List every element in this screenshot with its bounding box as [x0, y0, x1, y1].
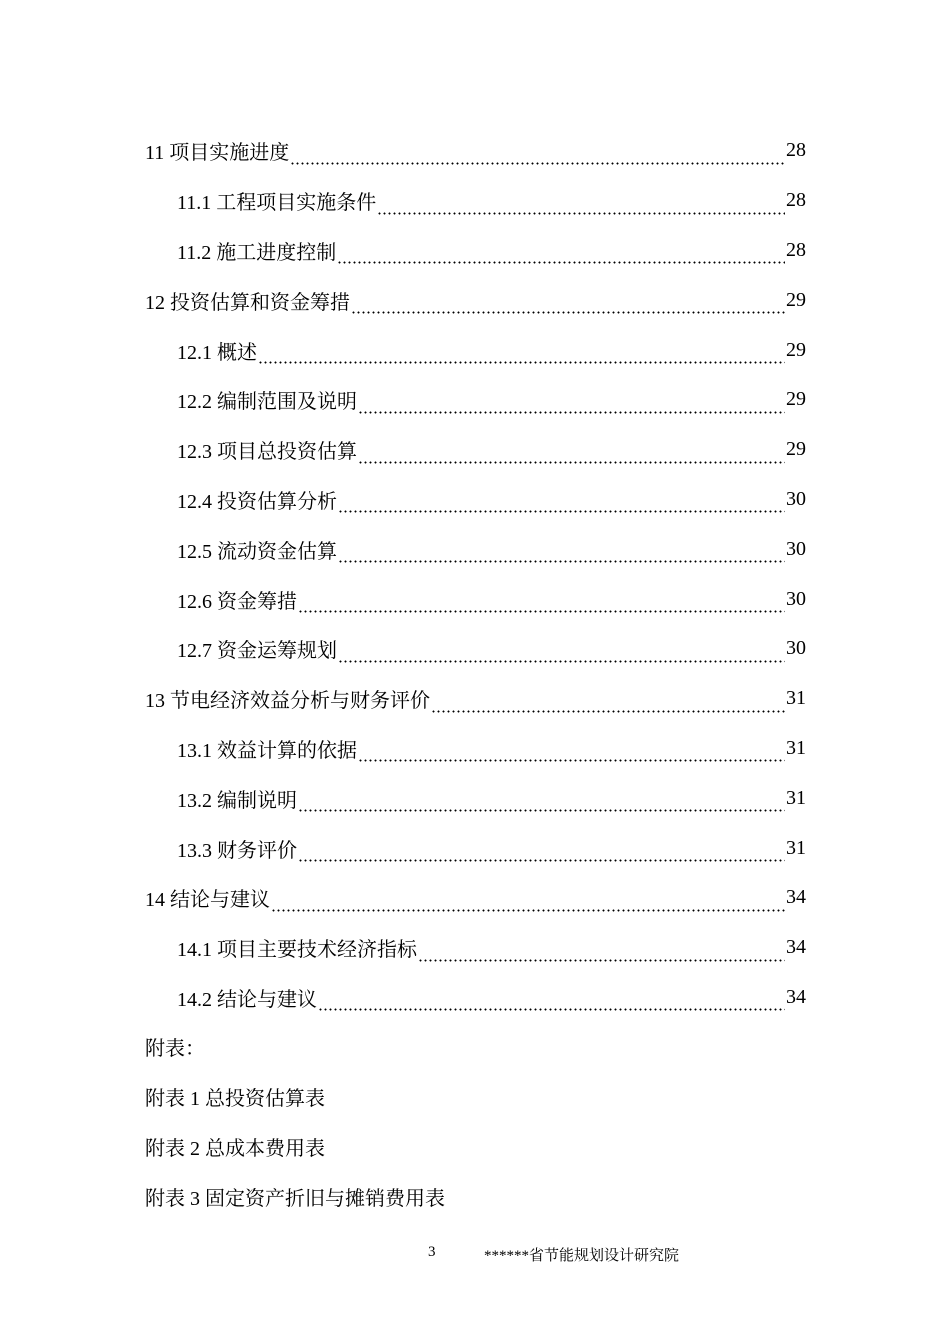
- toc-entry-title: 12.6 资金筹措: [177, 590, 297, 613]
- toc-entry-title: 12.7 资金运筹规划: [177, 640, 337, 663]
- toc-entry[interactable]: [145, 773, 806, 823]
- toc-entry-title: 13 节电经济效益分析与财务评价: [145, 690, 430, 713]
- toc-entry-title: 11.1 工程项目实施条件: [177, 192, 377, 215]
- toc-dot-leader: [337, 244, 785, 264]
- appendix-heading: 附表：: [145, 1038, 205, 1061]
- toc-entry-page: 29: [786, 288, 806, 311]
- toc-entry-page: 34: [786, 886, 806, 909]
- toc-entry-title: 12.4 投资估算分析: [177, 490, 337, 513]
- toc-entry-page: 29: [786, 338, 806, 361]
- toc-entry-title: 12.2 编制范围及说明: [177, 391, 357, 414]
- footer-organization: ******省节能规划设计研究院: [484, 1248, 680, 1264]
- toc-entry-page: 34: [786, 936, 806, 959]
- toc-entry-title: 14 结论与建议: [145, 889, 270, 912]
- toc-entry-page: 28: [786, 238, 806, 261]
- toc-entry-page: 31: [786, 836, 806, 859]
- toc-entry-title: 12.3 项目总投资估算: [177, 441, 357, 464]
- toc-entry-title: 11.2 施工进度控制: [177, 241, 337, 264]
- toc-entry-page: 30: [786, 587, 806, 610]
- toc-dot-leader: [338, 643, 785, 663]
- toc-entry-title: 12.5 流动资金估算: [177, 540, 337, 563]
- toc-entry[interactable]: [145, 624, 806, 674]
- toc-dot-leader: [298, 842, 785, 862]
- toc-entry-page: 31: [786, 736, 806, 759]
- toc-entry[interactable]: [145, 973, 806, 1023]
- toc-entry[interactable]: [145, 923, 806, 973]
- toc-entry[interactable]: [145, 176, 806, 226]
- toc-entry[interactable]: [145, 873, 806, 923]
- toc-dot-leader: [258, 344, 785, 364]
- toc-entry-title: 12.1 概述: [177, 341, 257, 364]
- toc-entry-page: 34: [786, 985, 806, 1008]
- toc-dot-leader: [298, 593, 785, 613]
- toc-entry-page: 31: [786, 786, 806, 809]
- toc-entry[interactable]: [145, 425, 806, 475]
- toc-entry[interactable]: [145, 524, 806, 574]
- toc-entry[interactable]: [145, 226, 806, 276]
- table-of-contents: [145, 126, 806, 1022]
- toc-dot-leader: [338, 493, 785, 513]
- toc-dot-leader: [271, 892, 785, 912]
- toc-entry[interactable]: [145, 126, 806, 176]
- toc-entry-title: 13.3 财务评价: [177, 839, 297, 862]
- toc-entry[interactable]: [145, 823, 806, 873]
- toc-entry-title: 13.1 效益计算的依据: [177, 739, 357, 762]
- toc-dot-leader: [351, 294, 785, 314]
- page-footer: [0, 1244, 950, 1266]
- appendix-item: 附表 2 总成本费用表: [145, 1137, 325, 1160]
- toc-entry[interactable]: [145, 674, 806, 724]
- toc-dot-leader: [318, 991, 785, 1011]
- toc-dot-leader: [358, 742, 785, 762]
- toc-entry-page: 30: [786, 487, 806, 510]
- toc-entry-page: 30: [786, 637, 806, 660]
- toc-dot-leader: [358, 444, 785, 464]
- toc-entry-title: 14.2 结论与建议: [177, 988, 317, 1011]
- toc-dot-leader: [431, 693, 785, 713]
- toc-entry-title: 12 投资估算和资金筹措: [145, 291, 350, 314]
- toc-entry-page: 28: [786, 139, 806, 162]
- toc-entry[interactable]: [145, 724, 806, 774]
- toc-dot-leader: [338, 543, 785, 563]
- toc-entry[interactable]: [145, 475, 806, 525]
- toc-dot-leader: [298, 792, 785, 812]
- appendix-list: [145, 1022, 806, 1221]
- toc-entry-page: 29: [786, 388, 806, 411]
- toc-entry-title: 13.2 编制说明: [177, 789, 297, 812]
- toc-dot-leader: [290, 145, 785, 165]
- toc-dot-leader: [377, 195, 785, 215]
- toc-entry[interactable]: [145, 325, 806, 375]
- toc-dot-leader: [358, 394, 785, 414]
- footer-page-number: 3: [428, 1244, 436, 1260]
- toc-entry-page: 31: [786, 687, 806, 710]
- toc-entry-page: 30: [786, 537, 806, 560]
- toc-dot-leader: [418, 942, 785, 962]
- toc-entry[interactable]: [145, 275, 806, 325]
- toc-entry-title: 14.1 项目主要技术经济指标: [177, 939, 417, 962]
- appendix-item: 附表 3 固定资产折旧与摊销费用表: [145, 1187, 445, 1210]
- toc-entry-page: 28: [786, 189, 806, 212]
- appendix-item: 附表 1 总投资估算表: [145, 1088, 325, 1111]
- toc-entry-page: 29: [786, 438, 806, 461]
- toc-entry-title: 11 项目实施进度: [145, 142, 290, 165]
- toc-entry[interactable]: [145, 375, 806, 425]
- toc-entry[interactable]: [145, 574, 806, 624]
